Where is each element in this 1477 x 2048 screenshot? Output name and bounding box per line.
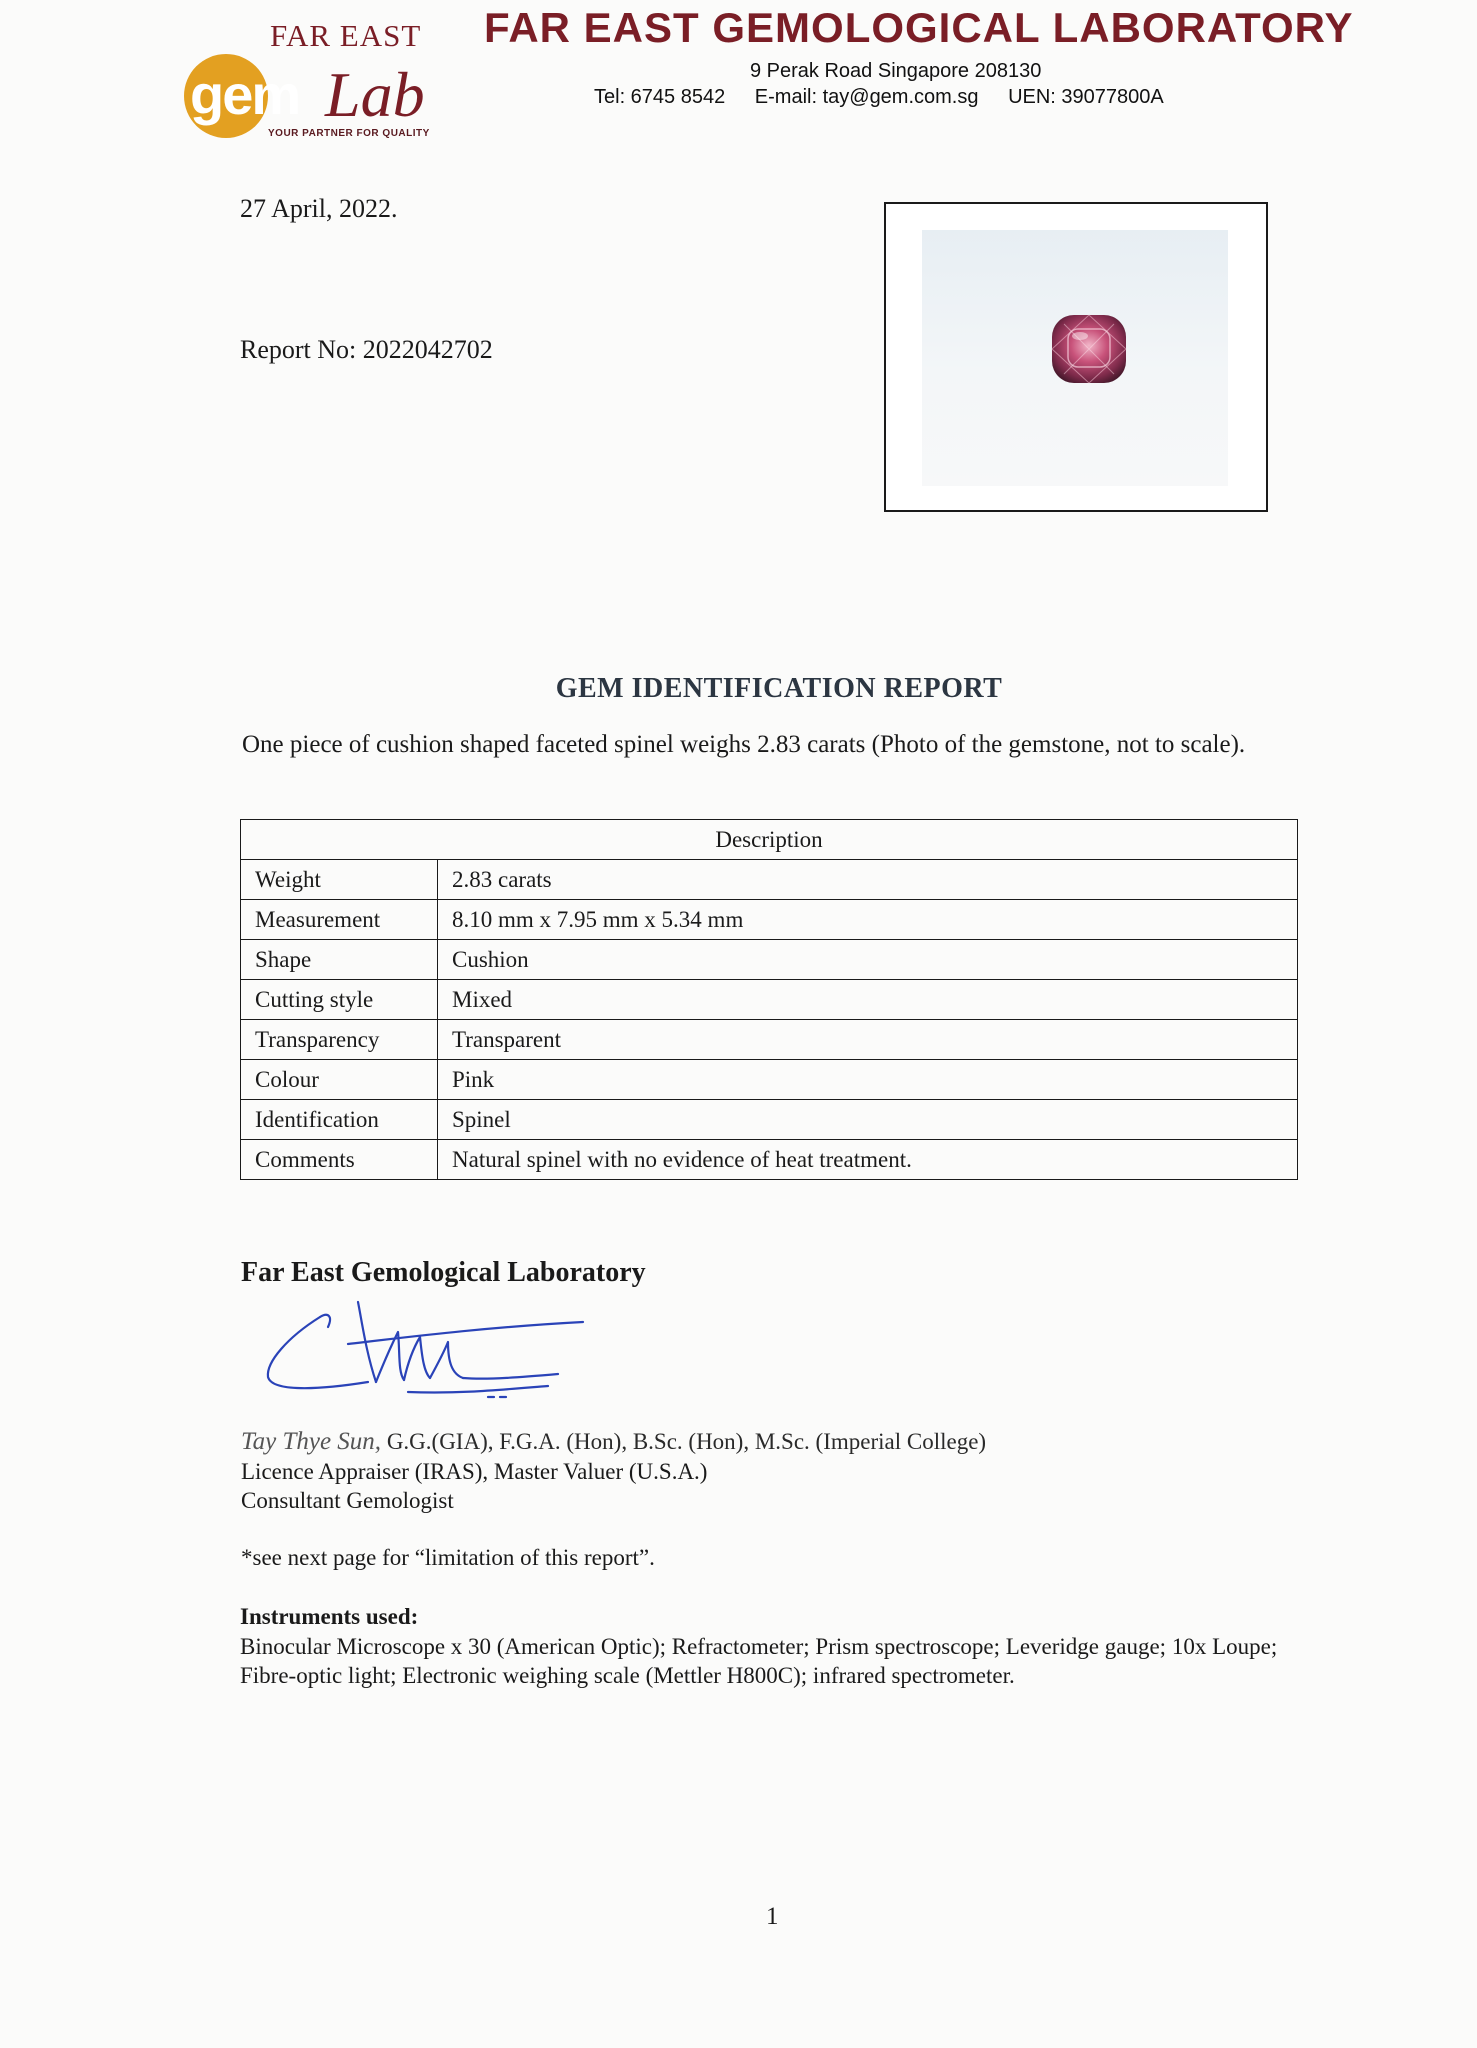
signer-name: Tay Thye Sun, xyxy=(241,1428,382,1455)
row-value: Spinel xyxy=(438,1100,1298,1140)
report-title: GEM IDENTIFICATION REPORT xyxy=(555,673,1003,704)
letterhead-contacts xyxy=(594,86,1188,109)
logo-tagline: YOUR PARTNER FOR QUALITY xyxy=(268,128,430,139)
table-row xyxy=(241,1060,1298,1100)
table-header: Description xyxy=(241,820,1298,860)
logo-far-east-text: FAR EAST xyxy=(270,18,422,53)
signature-lab-name: Far East Gemological Laboratory xyxy=(241,1257,646,1288)
handwritten-signature xyxy=(258,1282,588,1407)
table-row xyxy=(241,1100,1298,1140)
logo-lab-text: Lab xyxy=(325,59,425,130)
report-number: Report No: 2022042702 xyxy=(240,335,493,364)
table-row xyxy=(241,900,1298,940)
row-label: Comments xyxy=(241,1140,438,1180)
row-value: Cushion xyxy=(438,940,1298,980)
gemlab-logo xyxy=(180,10,450,138)
row-label: Colour xyxy=(241,1060,438,1100)
report-date: 27 April, 2022. xyxy=(240,194,398,223)
table-row xyxy=(241,860,1298,900)
letterhead-title: FAR EAST GEMOLOGICAL LABORATORY xyxy=(484,4,1354,51)
letterhead-address: 9 Perak Road Singapore 208130 xyxy=(750,60,1042,82)
report-intro: One piece of cushion shaped faceted spinel weighs 2.83 carats (Photo of the gemstone, not to scale). xyxy=(242,731,1246,758)
row-value: 2.83 carats xyxy=(438,860,1298,900)
row-label: Weight xyxy=(241,860,438,900)
table-row xyxy=(241,1020,1298,1060)
table-row xyxy=(241,1140,1298,1180)
row-label: Identification xyxy=(241,1100,438,1140)
row-value: Pink xyxy=(438,1060,1298,1100)
logo-gem-text: gem xyxy=(190,63,300,126)
signer-name-line xyxy=(241,1428,986,1456)
instruments-list: Binocular Microscope x 30 (American Optic); Refractometer; Prism spectroscope; Leveridge gauge; 10x Loupe; Fibre-optic light; Electronic weighing scale (Mettler H800C); infrared spectrometer. xyxy=(240,1634,1278,1688)
next-page-note: *see next page for “limitation of this report”. xyxy=(241,1545,655,1570)
row-label: Cutting style xyxy=(241,980,438,1020)
table-row xyxy=(241,980,1298,1020)
row-value: 8.10 mm x 7.95 mm x 5.34 mm xyxy=(438,900,1298,940)
gemstone-icon xyxy=(1046,310,1132,388)
signer-credentials: G.G.(GIA), F.G.A. (Hon), B.Sc. (Hon), M.Sc. (Imperial College) xyxy=(386,1429,987,1454)
row-value: Natural spinel with no evidence of heat treatment. xyxy=(438,1140,1298,1180)
instruments-title: Instruments used: xyxy=(240,1604,419,1629)
table-row xyxy=(241,940,1298,980)
letterhead-uen: UEN: 39077800A xyxy=(1008,86,1164,108)
letterhead-tel: Tel: 6745 8542 xyxy=(594,86,726,108)
signer-licence: Licence Appraiser (IRAS), Master Valuer (U.S.A.) xyxy=(241,1459,708,1484)
row-value: Mixed xyxy=(438,980,1298,1020)
page-number: 1 xyxy=(766,1903,779,1930)
signer-role: Consultant Gemologist xyxy=(241,1488,454,1513)
row-label: Measurement xyxy=(241,900,438,940)
row-value: Transparent xyxy=(438,1020,1298,1060)
gem-photo-frame xyxy=(884,202,1268,512)
description-table xyxy=(240,819,1298,1180)
letterhead-email: E-mail: tay@gem.com.sg xyxy=(754,86,979,108)
gem-photo xyxy=(922,230,1228,486)
row-label: Transparency xyxy=(241,1020,438,1060)
row-label: Shape xyxy=(241,940,438,980)
